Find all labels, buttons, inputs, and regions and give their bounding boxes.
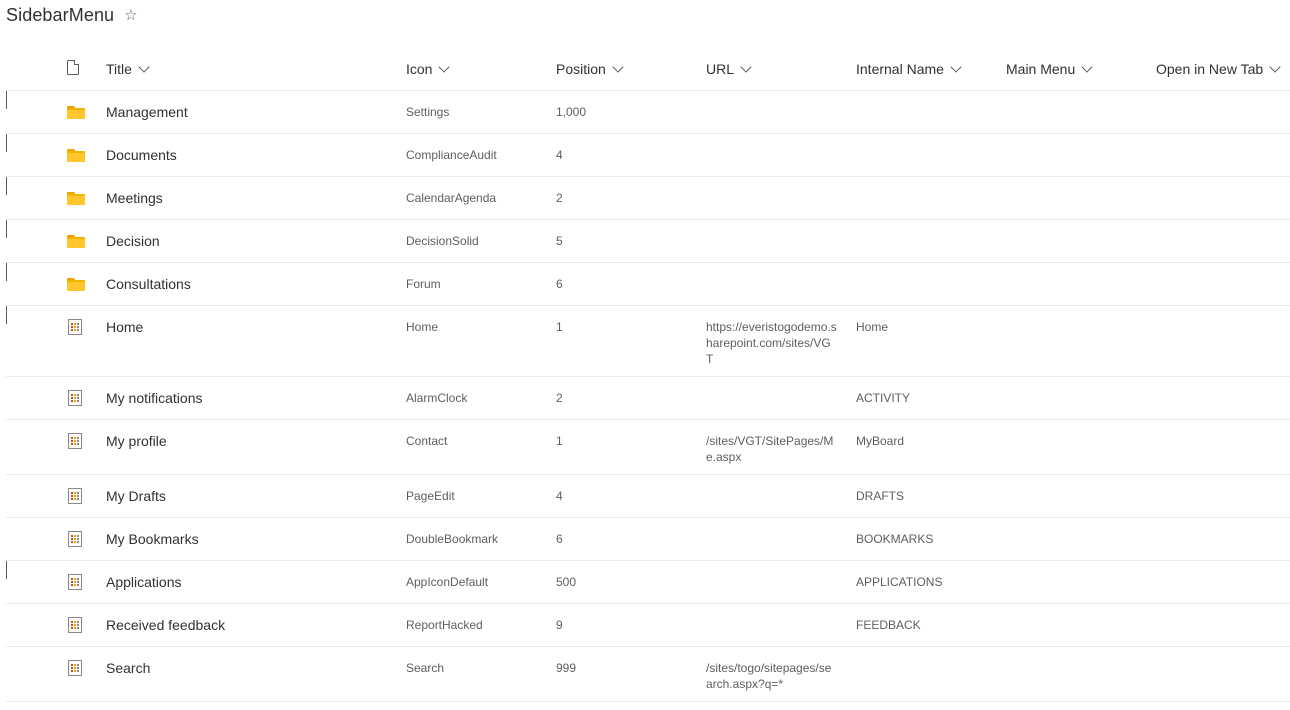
row-position: 6: [556, 277, 563, 291]
table-row[interactable]: [6, 561, 1290, 604]
row-icon-name: AlarmClock: [406, 391, 468, 405]
checkmark-icon: [6, 561, 7, 579]
column-header-open-in-new-tab[interactable]: Open in New Tab: [1156, 48, 1290, 90]
row-icon-name: ReportHacked: [406, 618, 483, 632]
checkmark-icon: [6, 177, 7, 195]
row-title[interactable]: Consultations: [106, 276, 191, 292]
row-position: 4: [556, 148, 563, 162]
row-title[interactable]: My notifications: [106, 390, 203, 406]
row-internal-name: Home: [856, 320, 889, 334]
row-icon-name: ComplianceAudit: [406, 148, 497, 162]
row-title[interactable]: Meetings: [106, 190, 163, 206]
row-position: 1: [556, 320, 563, 334]
chevron-down-icon: [1082, 61, 1093, 72]
row-icon-name: CalendarAgenda: [406, 191, 497, 205]
row-internal-name: BOOKMARKS: [856, 532, 934, 546]
table-row[interactable]: [6, 263, 1290, 306]
list-header: [6, 2, 138, 28]
checkmark-icon: [6, 220, 7, 238]
row-icon-name: Settings: [406, 105, 450, 119]
folder-icon: [67, 106, 85, 119]
row-position: 500: [556, 575, 577, 589]
table-row[interactable]: [6, 475, 1290, 518]
list-grid: [6, 48, 1290, 702]
table-row[interactable]: [6, 306, 1290, 377]
column-header-position[interactable]: Position: [556, 48, 696, 90]
folder-icon: [67, 192, 85, 205]
row-position: 1,000: [556, 105, 587, 119]
page-icon: [68, 390, 82, 406]
table-row[interactable]: [6, 177, 1290, 220]
row-title[interactable]: Search: [106, 660, 151, 676]
row-title[interactable]: Applications: [106, 574, 182, 590]
row-internal-name: MyBoard: [856, 434, 905, 448]
page-icon: [68, 531, 82, 547]
row-internal-name: ACTIVITY: [856, 391, 911, 405]
row-internal-name: DRAFTS: [856, 489, 904, 503]
checkmark-icon: [6, 263, 7, 281]
row-title[interactable]: Decision: [106, 233, 160, 249]
folder-icon: [67, 149, 85, 162]
checkmark-icon: [6, 306, 7, 324]
row-icon-name: Home: [406, 320, 439, 334]
column-header-row: [6, 48, 1290, 91]
row-position: 999: [556, 661, 577, 675]
page-icon: [68, 660, 82, 676]
row-title[interactable]: My profile: [106, 433, 167, 449]
table-row[interactable]: [6, 91, 1290, 134]
row-title[interactable]: Documents: [106, 147, 177, 163]
table-row[interactable]: [6, 220, 1290, 263]
folder-icon: [67, 235, 85, 248]
row-icon-name: Contact: [406, 434, 448, 448]
checkmark-icon: [6, 134, 7, 152]
row-title[interactable]: Received feedback: [106, 617, 226, 633]
file-type-icon[interactable]: [67, 60, 79, 75]
row-url: https://everistogodemo.sharepoint.com/sites/VGT: [706, 320, 837, 366]
list-rows: [6, 91, 1290, 702]
column-header-url[interactable]: URL: [706, 48, 846, 90]
page-icon: [68, 574, 82, 590]
row-position: 5: [556, 234, 563, 248]
column-header-internal-name[interactable]: Internal Name: [856, 48, 996, 90]
table-row[interactable]: [6, 134, 1290, 177]
chevron-down-icon: [950, 61, 961, 72]
row-url: /sites/togo/sitepages/search.aspx?q=*: [706, 661, 832, 691]
row-position: 1: [556, 434, 563, 448]
chevron-down-icon: [612, 61, 623, 72]
page-icon: [68, 433, 82, 449]
column-header-main-menu[interactable]: Main Menu: [1006, 48, 1146, 90]
table-row[interactable]: [6, 604, 1290, 647]
row-icon-name: AppIconDefault: [406, 575, 489, 589]
chevron-down-icon: [138, 61, 149, 72]
row-internal-name: APPLICATIONS: [856, 575, 943, 589]
page-icon: [68, 488, 82, 504]
favorite-star-icon[interactable]: ☆: [124, 6, 138, 24]
row-icon-name: PageEdit: [406, 489, 455, 503]
row-title[interactable]: My Drafts: [106, 488, 166, 504]
row-url: /sites/VGT/SitePages/Me.aspx: [706, 434, 834, 464]
chevron-down-icon: [1269, 61, 1280, 72]
row-title[interactable]: Home: [106, 319, 144, 335]
table-row[interactable]: [6, 647, 1290, 702]
page-icon: [68, 319, 82, 335]
checkmark-icon: [6, 91, 7, 109]
table-row[interactable]: [6, 518, 1290, 561]
page-icon: [68, 617, 82, 633]
row-position: 2: [556, 191, 563, 205]
row-icon-name: DoubleBookmark: [406, 532, 499, 546]
row-internal-name: FEEDBACK: [856, 618, 921, 632]
row-icon-name: Search: [406, 661, 445, 675]
row-icon-name: Forum: [406, 277, 441, 291]
row-icon-name: DecisionSolid: [406, 234, 479, 248]
row-title[interactable]: My Bookmarks: [106, 531, 199, 547]
column-header-title[interactable]: Title: [106, 48, 396, 90]
row-position: 6: [556, 532, 563, 546]
row-position: 9: [556, 618, 563, 632]
table-row[interactable]: [6, 377, 1290, 420]
folder-icon: [67, 278, 85, 291]
row-title[interactable]: Management: [106, 104, 188, 120]
column-header-icon[interactable]: Icon: [406, 48, 546, 90]
chevron-down-icon: [740, 61, 751, 72]
chevron-down-icon: [439, 61, 450, 72]
row-position: 2: [556, 391, 563, 405]
table-row[interactable]: [6, 420, 1290, 475]
page-title: SidebarMenu: [6, 4, 115, 25]
row-position: 4: [556, 489, 563, 503]
